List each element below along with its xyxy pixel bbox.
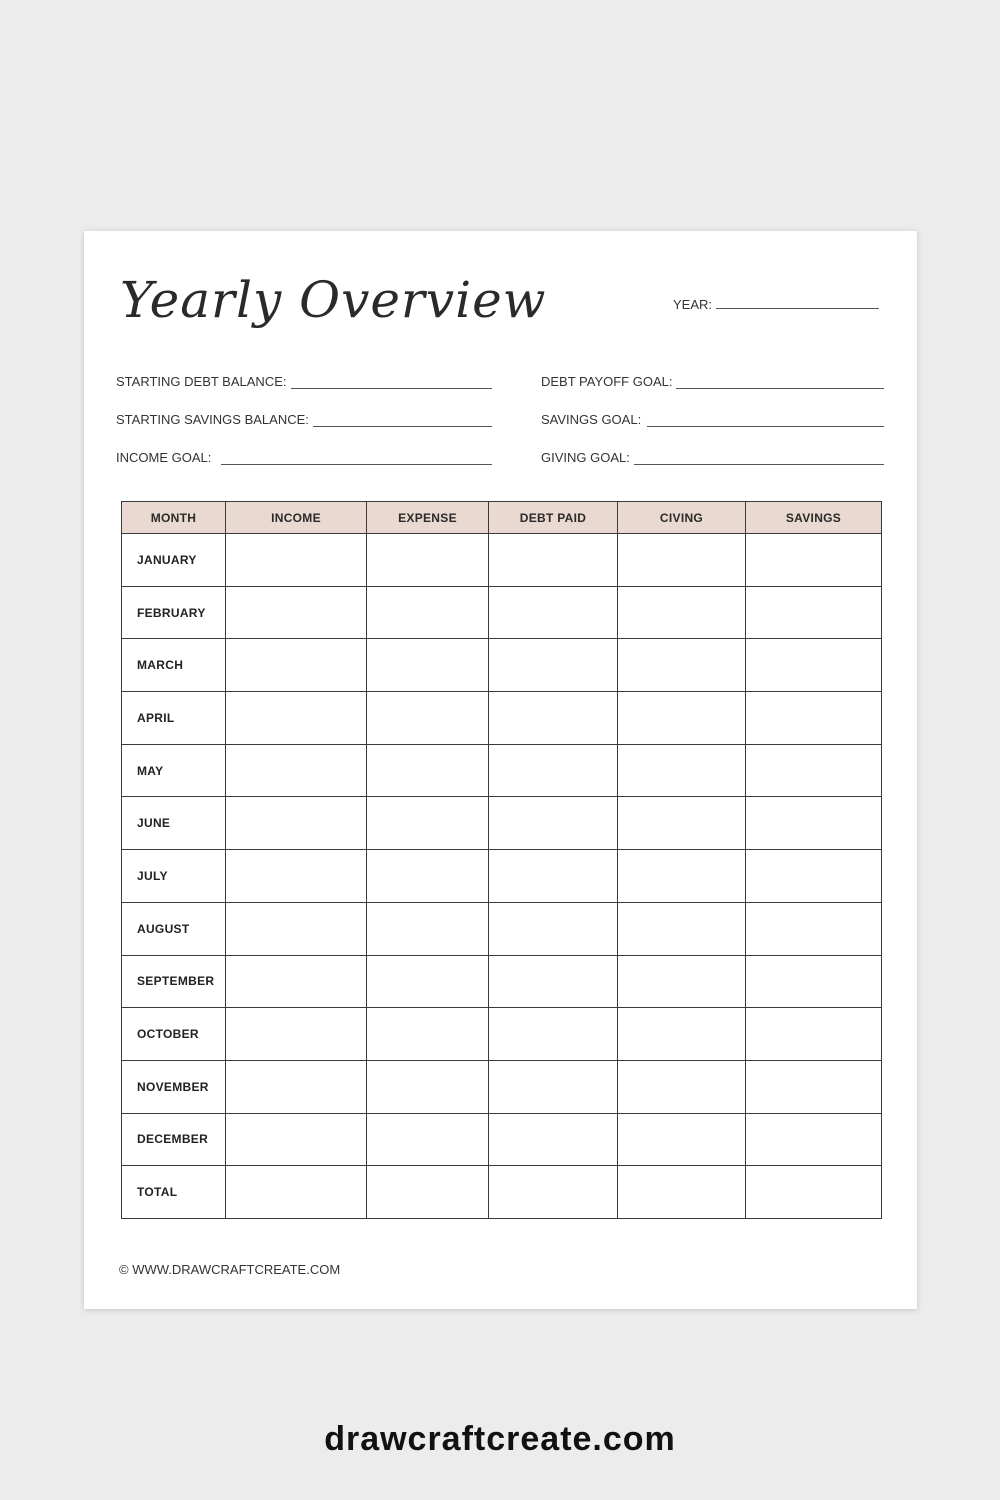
page-title: Yearly Overview: [120, 271, 547, 329]
year-label: YEAR:: [673, 297, 713, 312]
entry-cell[interactable]: [618, 955, 746, 1008]
yearly-overview-table: [121, 501, 882, 1219]
entry-cell[interactable]: [226, 586, 367, 639]
table-row: [122, 1008, 882, 1061]
entry-cell[interactable]: [746, 1113, 882, 1166]
column-header: INCOME: [226, 502, 367, 534]
entry-cell[interactable]: [618, 1060, 746, 1113]
planner-sheet: [84, 231, 917, 1309]
entry-cell[interactable]: [618, 1113, 746, 1166]
entry-cell[interactable]: [489, 902, 618, 955]
entry-cell[interactable]: [489, 1113, 618, 1166]
row-label: MARCH: [122, 639, 226, 692]
entry-cell[interactable]: [226, 902, 367, 955]
entry-cell[interactable]: [746, 1166, 882, 1219]
goal-label: DEBT PAYOFF GOAL:: [541, 374, 673, 389]
column-header: DEBT PAID: [489, 502, 618, 534]
table-row: [122, 744, 882, 797]
entry-cell[interactable]: [618, 1008, 746, 1061]
entry-cell[interactable]: [226, 639, 367, 692]
entry-cell[interactable]: [618, 639, 746, 692]
goal-input-line[interactable]: [221, 453, 492, 465]
row-label: AUGUST: [122, 902, 226, 955]
entry-cell[interactable]: [226, 955, 367, 1008]
entry-cell[interactable]: [489, 797, 618, 850]
copyright-text: © WWW.DRAWCRAFTCREATE.COM: [119, 1262, 341, 1277]
entry-cell[interactable]: [618, 586, 746, 639]
starting-debt-balance-field: [116, 374, 492, 389]
goal-input-line[interactable]: [313, 415, 492, 427]
goal-label: STARTING SAVINGS BALANCE:: [116, 412, 309, 427]
entry-cell[interactable]: [226, 1060, 367, 1113]
table-row: [122, 692, 882, 745]
column-header: MONTH: [122, 502, 226, 534]
goal-label: SAVINGS GOAL:: [541, 412, 642, 427]
entry-cell[interactable]: [746, 902, 882, 955]
entry-cell[interactable]: [746, 797, 882, 850]
column-header: SAVINGS: [746, 502, 882, 534]
entry-cell[interactable]: [367, 955, 489, 1008]
entry-cell[interactable]: [489, 955, 618, 1008]
row-label: TOTAL: [122, 1166, 226, 1219]
table-row: [122, 955, 882, 1008]
entry-cell[interactable]: [367, 1060, 489, 1113]
entry-cell[interactable]: [489, 1060, 618, 1113]
row-label: FEBRUARY: [122, 586, 226, 639]
entry-cell[interactable]: [226, 850, 367, 903]
table-row: [122, 1113, 882, 1166]
entry-cell[interactable]: [367, 850, 489, 903]
goal-input-line[interactable]: [634, 453, 884, 465]
entry-cell[interactable]: [618, 850, 746, 903]
starting-savings-balance-field: [116, 412, 492, 427]
entry-cell[interactable]: [746, 586, 882, 639]
entry-cell[interactable]: [489, 850, 618, 903]
entry-cell[interactable]: [367, 1166, 489, 1219]
row-label: OCTOBER: [122, 1008, 226, 1061]
entry-cell[interactable]: [746, 1060, 882, 1113]
entry-cell[interactable]: [489, 1008, 618, 1061]
goal-label: GIVING GOAL:: [541, 450, 630, 465]
entry-cell[interactable]: [746, 1008, 882, 1061]
table-row: [122, 1060, 882, 1113]
table-header-row: [122, 502, 882, 534]
row-label: JANUARY: [122, 534, 226, 587]
goal-label: INCOME GOAL:: [116, 450, 212, 465]
entry-cell[interactable]: [226, 1113, 367, 1166]
entry-cell[interactable]: [226, 1008, 367, 1061]
giving-goal-field: [541, 450, 884, 465]
entry-cell[interactable]: [226, 1166, 367, 1219]
debt-payoff-goal-field: [541, 374, 884, 389]
entry-cell[interactable]: [367, 586, 489, 639]
entry-cell[interactable]: [489, 1166, 618, 1219]
table-row: [122, 639, 882, 692]
entry-cell[interactable]: [489, 744, 618, 797]
column-header: EXPENSE: [367, 502, 489, 534]
income-goal-field: [116, 450, 492, 465]
entry-cell[interactable]: [746, 639, 882, 692]
row-label: DECEMBER: [122, 1113, 226, 1166]
table-row: [122, 1166, 882, 1219]
row-label: JUNE: [122, 797, 226, 850]
year-field: [673, 297, 879, 312]
entry-cell[interactable]: [618, 744, 746, 797]
row-label: NOVEMBER: [122, 1060, 226, 1113]
goal-label: STARTING DEBT BALANCE:: [116, 374, 287, 389]
entry-cell[interactable]: [226, 534, 367, 587]
table-row: [122, 797, 882, 850]
entry-cell[interactable]: [367, 1008, 489, 1061]
entry-cell[interactable]: [618, 692, 746, 745]
entry-cell[interactable]: [489, 586, 618, 639]
goal-input-line[interactable]: [647, 415, 884, 427]
row-label: JULY: [122, 850, 226, 903]
entry-cell[interactable]: [367, 902, 489, 955]
entry-cell[interactable]: [618, 797, 746, 850]
row-label: APRIL: [122, 692, 226, 745]
entry-cell[interactable]: [746, 692, 882, 745]
entry-cell[interactable]: [618, 902, 746, 955]
entry-cell[interactable]: [746, 955, 882, 1008]
entry-cell[interactable]: [226, 692, 367, 745]
entry-cell[interactable]: [367, 534, 489, 587]
entry-cell[interactable]: [367, 639, 489, 692]
entry-cell[interactable]: [489, 534, 618, 587]
row-label: MAY: [122, 744, 226, 797]
goal-input-line[interactable]: [676, 377, 884, 389]
row-label: SEPTEMBER: [122, 955, 226, 1008]
entry-cell[interactable]: [746, 850, 882, 903]
year-input-line[interactable]: [716, 298, 879, 309]
entry-cell[interactable]: [489, 692, 618, 745]
entry-cell[interactable]: [226, 797, 367, 850]
entry-cell[interactable]: [746, 534, 882, 587]
brand-footer: drawcraftcreate.com: [324, 1420, 676, 1458]
entry-cell[interactable]: [489, 639, 618, 692]
table-row: [122, 850, 882, 903]
entry-cell[interactable]: [226, 744, 367, 797]
column-header: CIVING: [618, 502, 746, 534]
entry-cell[interactable]: [367, 692, 489, 745]
table-row: [122, 586, 882, 639]
table-row: [122, 902, 882, 955]
entry-cell[interactable]: [618, 1166, 746, 1219]
entry-cell[interactable]: [746, 744, 882, 797]
goal-input-line[interactable]: [291, 377, 493, 389]
savings-goal-field: [541, 412, 884, 427]
entry-cell[interactable]: [618, 534, 746, 587]
entry-cell[interactable]: [367, 744, 489, 797]
entry-cell[interactable]: [367, 797, 489, 850]
entry-cell[interactable]: [367, 1113, 489, 1166]
table-row: [122, 534, 882, 587]
